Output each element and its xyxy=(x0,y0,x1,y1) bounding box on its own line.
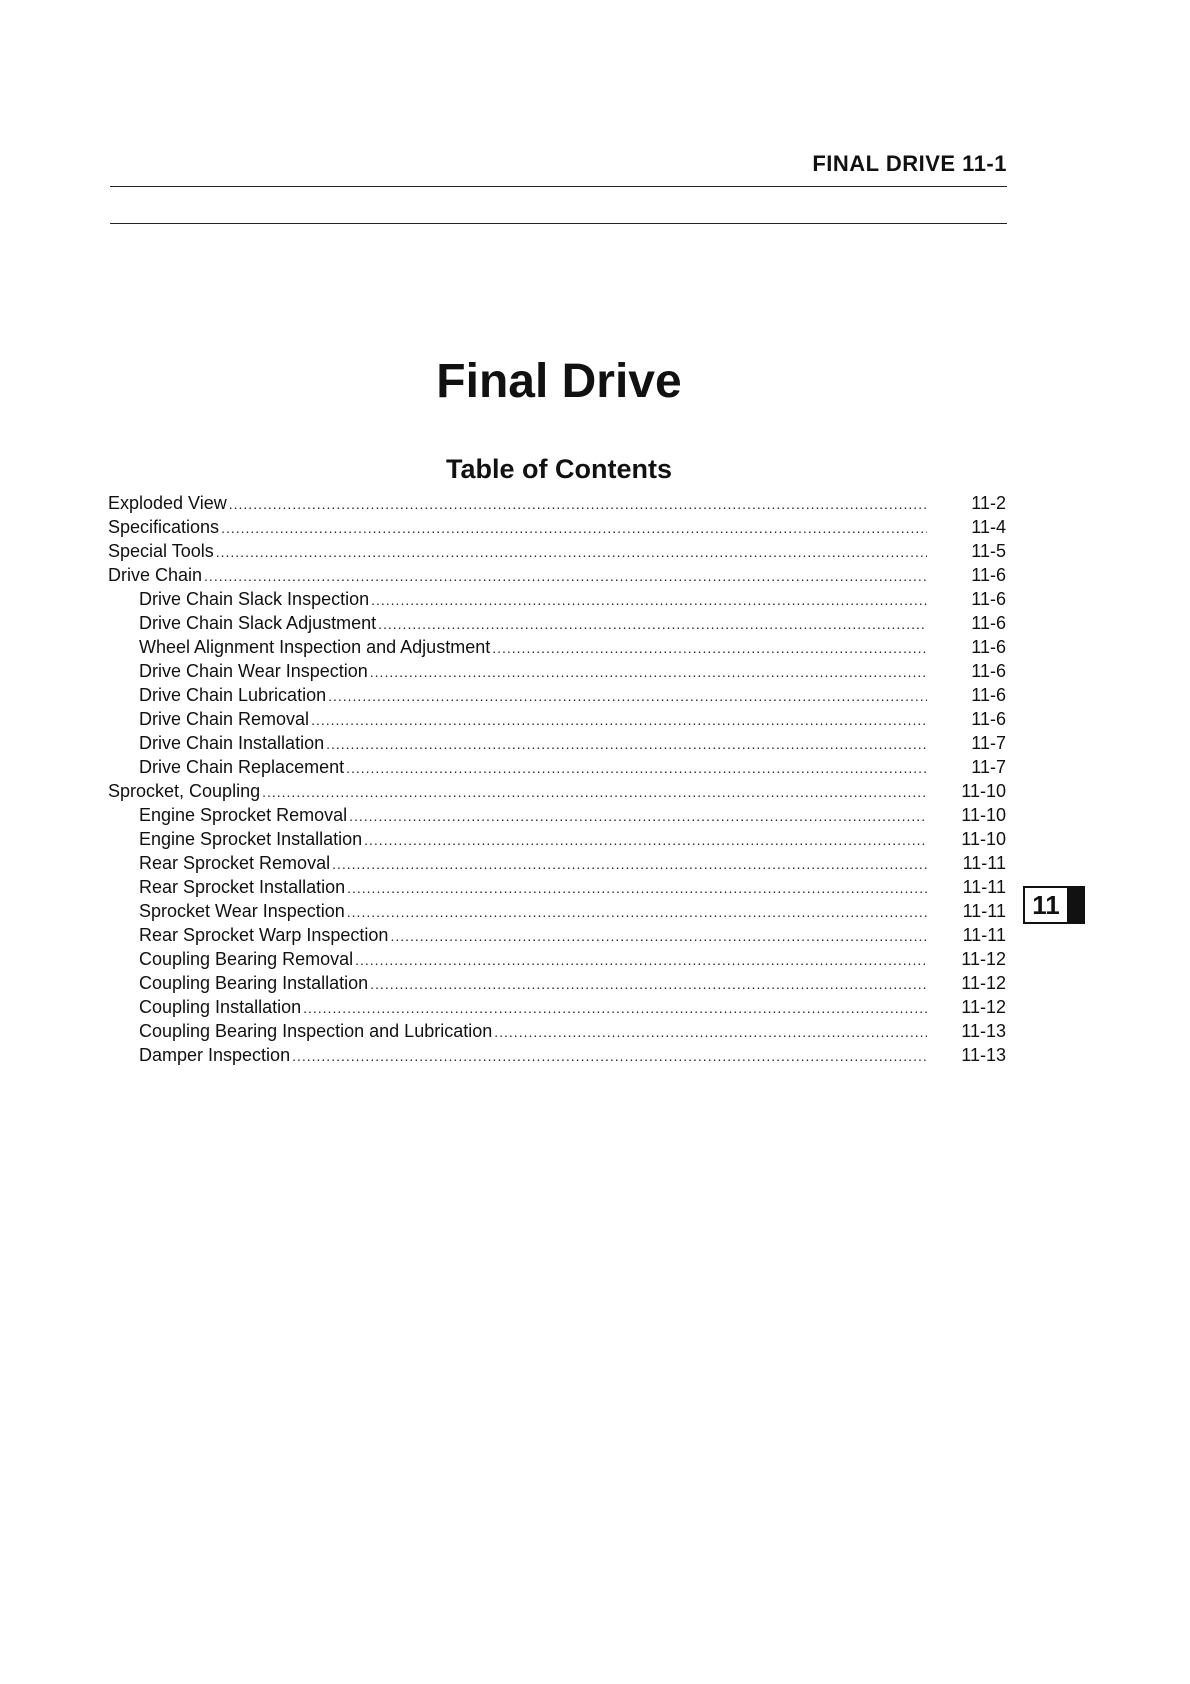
toc-entry[interactable] xyxy=(108,827,1006,851)
toc-entry-label: Rear Sprocket Removal xyxy=(139,853,331,873)
toc-dot-leader xyxy=(229,492,927,516)
toc-entry[interactable] xyxy=(108,707,1006,731)
toc-dot-leader xyxy=(346,756,927,780)
toc-entry-label: Coupling Bearing Installation xyxy=(139,973,369,993)
table-of-contents xyxy=(108,491,1006,1067)
toc-entry[interactable] xyxy=(108,875,1006,899)
toc-entry-page: 11-7 xyxy=(971,757,1006,777)
toc-entry-label: Rear Sprocket Installation xyxy=(139,877,346,897)
toc-heading: Table of Contents xyxy=(446,454,672,485)
toc-entry-label: Wheel Alignment Inspection and Adjustment xyxy=(139,637,491,657)
toc-entry-page: 11-12 xyxy=(961,973,1006,993)
toc-entry[interactable] xyxy=(108,491,1006,515)
toc-entry[interactable] xyxy=(108,683,1006,707)
toc-entry-label: Engine Sprocket Removal xyxy=(139,805,348,825)
toc-dot-leader xyxy=(494,1020,927,1044)
toc-dot-leader xyxy=(370,972,927,996)
toc-entry-page: 11-10 xyxy=(961,829,1006,849)
toc-entry[interactable] xyxy=(108,971,1006,995)
toc-dot-leader xyxy=(292,1044,927,1068)
header-rule-bottom xyxy=(110,223,1007,224)
toc-dot-leader xyxy=(347,876,927,900)
toc-entry-label: Drive Chain Removal xyxy=(139,709,310,729)
toc-entry-page: 11-7 xyxy=(971,733,1006,753)
toc-entry-page: 11-12 xyxy=(961,949,1006,969)
toc-dot-leader xyxy=(364,828,927,852)
toc-dot-leader xyxy=(371,588,927,612)
toc-entry-label: Damper Inspection xyxy=(139,1045,291,1065)
toc-dot-leader xyxy=(347,900,927,924)
toc-entry[interactable] xyxy=(108,1043,1006,1067)
chapter-tab-bar xyxy=(1067,888,1083,922)
toc-entry-page: 11-11 xyxy=(962,925,1006,945)
toc-entry[interactable] xyxy=(108,779,1006,803)
toc-entry-page: 11-6 xyxy=(971,709,1006,729)
toc-entry-page: 11-6 xyxy=(971,685,1006,705)
chapter-tab xyxy=(1023,886,1085,924)
toc-entry-label: Coupling Installation xyxy=(139,997,302,1017)
toc-entry[interactable] xyxy=(108,563,1006,587)
toc-entry[interactable] xyxy=(108,515,1006,539)
toc-dot-leader xyxy=(262,780,927,804)
toc-entry-label: Rear Sprocket Warp Inspection xyxy=(139,925,389,945)
toc-dot-leader xyxy=(221,516,927,540)
toc-dot-leader xyxy=(492,636,927,660)
toc-entry[interactable] xyxy=(108,635,1006,659)
toc-dot-leader xyxy=(328,684,927,708)
toc-entry-page: 11-11 xyxy=(962,853,1006,873)
toc-dot-leader xyxy=(311,708,927,732)
toc-entry-label: Drive Chain Wear Inspection xyxy=(139,661,368,681)
toc-entry-label: Drive Chain Slack Inspection xyxy=(139,589,370,609)
toc-entry-page: 11-6 xyxy=(971,637,1006,657)
toc-entry[interactable] xyxy=(108,947,1006,971)
toc-dot-leader xyxy=(349,804,927,828)
toc-entry-page: 11-6 xyxy=(971,613,1006,633)
toc-entry[interactable] xyxy=(108,659,1006,683)
toc-dot-leader xyxy=(216,540,927,564)
toc-entry-label: Exploded View xyxy=(108,493,227,513)
toc-entry-page: 11-12 xyxy=(961,997,1006,1017)
header-rule-top xyxy=(110,186,1007,187)
toc-entry-page: 11-5 xyxy=(971,541,1006,561)
toc-entry[interactable] xyxy=(108,995,1006,1019)
toc-dot-leader xyxy=(332,852,927,876)
toc-entry-page: 11-11 xyxy=(962,901,1006,921)
toc-entry-page: 11-13 xyxy=(961,1045,1006,1065)
toc-entry-page: 11-11 xyxy=(962,877,1006,897)
toc-entry-page: 11-6 xyxy=(971,565,1006,585)
toc-entry[interactable] xyxy=(108,755,1006,779)
chapter-tab-number: 11 xyxy=(1032,889,1060,920)
toc-dot-leader xyxy=(390,924,927,948)
toc-entry-label: Special Tools xyxy=(108,541,214,561)
toc-entry-page: 11-13 xyxy=(961,1021,1006,1041)
chapter-title: Final Drive xyxy=(436,355,682,409)
toc-entry[interactable] xyxy=(108,539,1006,563)
toc-entry-label: Drive Chain Installation xyxy=(139,733,325,753)
toc-entry-label: Drive Chain xyxy=(108,565,203,585)
toc-dot-leader xyxy=(303,996,927,1020)
toc-entry-label: Coupling Bearing Inspection and Lubrication xyxy=(139,1021,493,1041)
toc-entry-page: 11-10 xyxy=(961,781,1006,801)
toc-entry[interactable] xyxy=(108,803,1006,827)
toc-entry-page: 11-6 xyxy=(971,661,1006,681)
toc-dot-leader xyxy=(378,612,927,636)
toc-dot-leader xyxy=(355,948,927,972)
toc-entry-label: Coupling Bearing Removal xyxy=(139,949,354,969)
toc-entry[interactable] xyxy=(108,587,1006,611)
toc-entry-label: Sprocket, Coupling xyxy=(108,781,261,801)
toc-entry-page: 11-6 xyxy=(971,589,1006,609)
toc-entry-label: Specifications xyxy=(108,517,220,537)
toc-entry-label: Sprocket Wear Inspection xyxy=(139,901,345,921)
toc-entry-page: 11-4 xyxy=(971,517,1006,537)
toc-entry[interactable] xyxy=(108,731,1006,755)
toc-entry[interactable] xyxy=(108,611,1006,635)
toc-entry[interactable] xyxy=(108,923,1006,947)
toc-dot-leader xyxy=(370,660,927,684)
toc-entry-label: Engine Sprocket Installation xyxy=(139,829,363,849)
toc-entry[interactable] xyxy=(108,851,1006,875)
toc-entry-label: Drive Chain Lubrication xyxy=(139,685,327,705)
toc-entry-page: 11-2 xyxy=(971,493,1006,513)
toc-entry-page: 11-10 xyxy=(961,805,1006,825)
toc-dot-leader xyxy=(326,732,927,756)
toc-entry[interactable] xyxy=(108,1019,1006,1043)
toc-dot-leader xyxy=(204,564,927,588)
running-header: FINAL DRIVE 11-1 xyxy=(812,151,1007,176)
toc-entry[interactable] xyxy=(108,899,1006,923)
toc-entry-label: Drive Chain Replacement xyxy=(139,757,345,777)
toc-entry-label: Drive Chain Slack Adjustment xyxy=(139,613,377,633)
